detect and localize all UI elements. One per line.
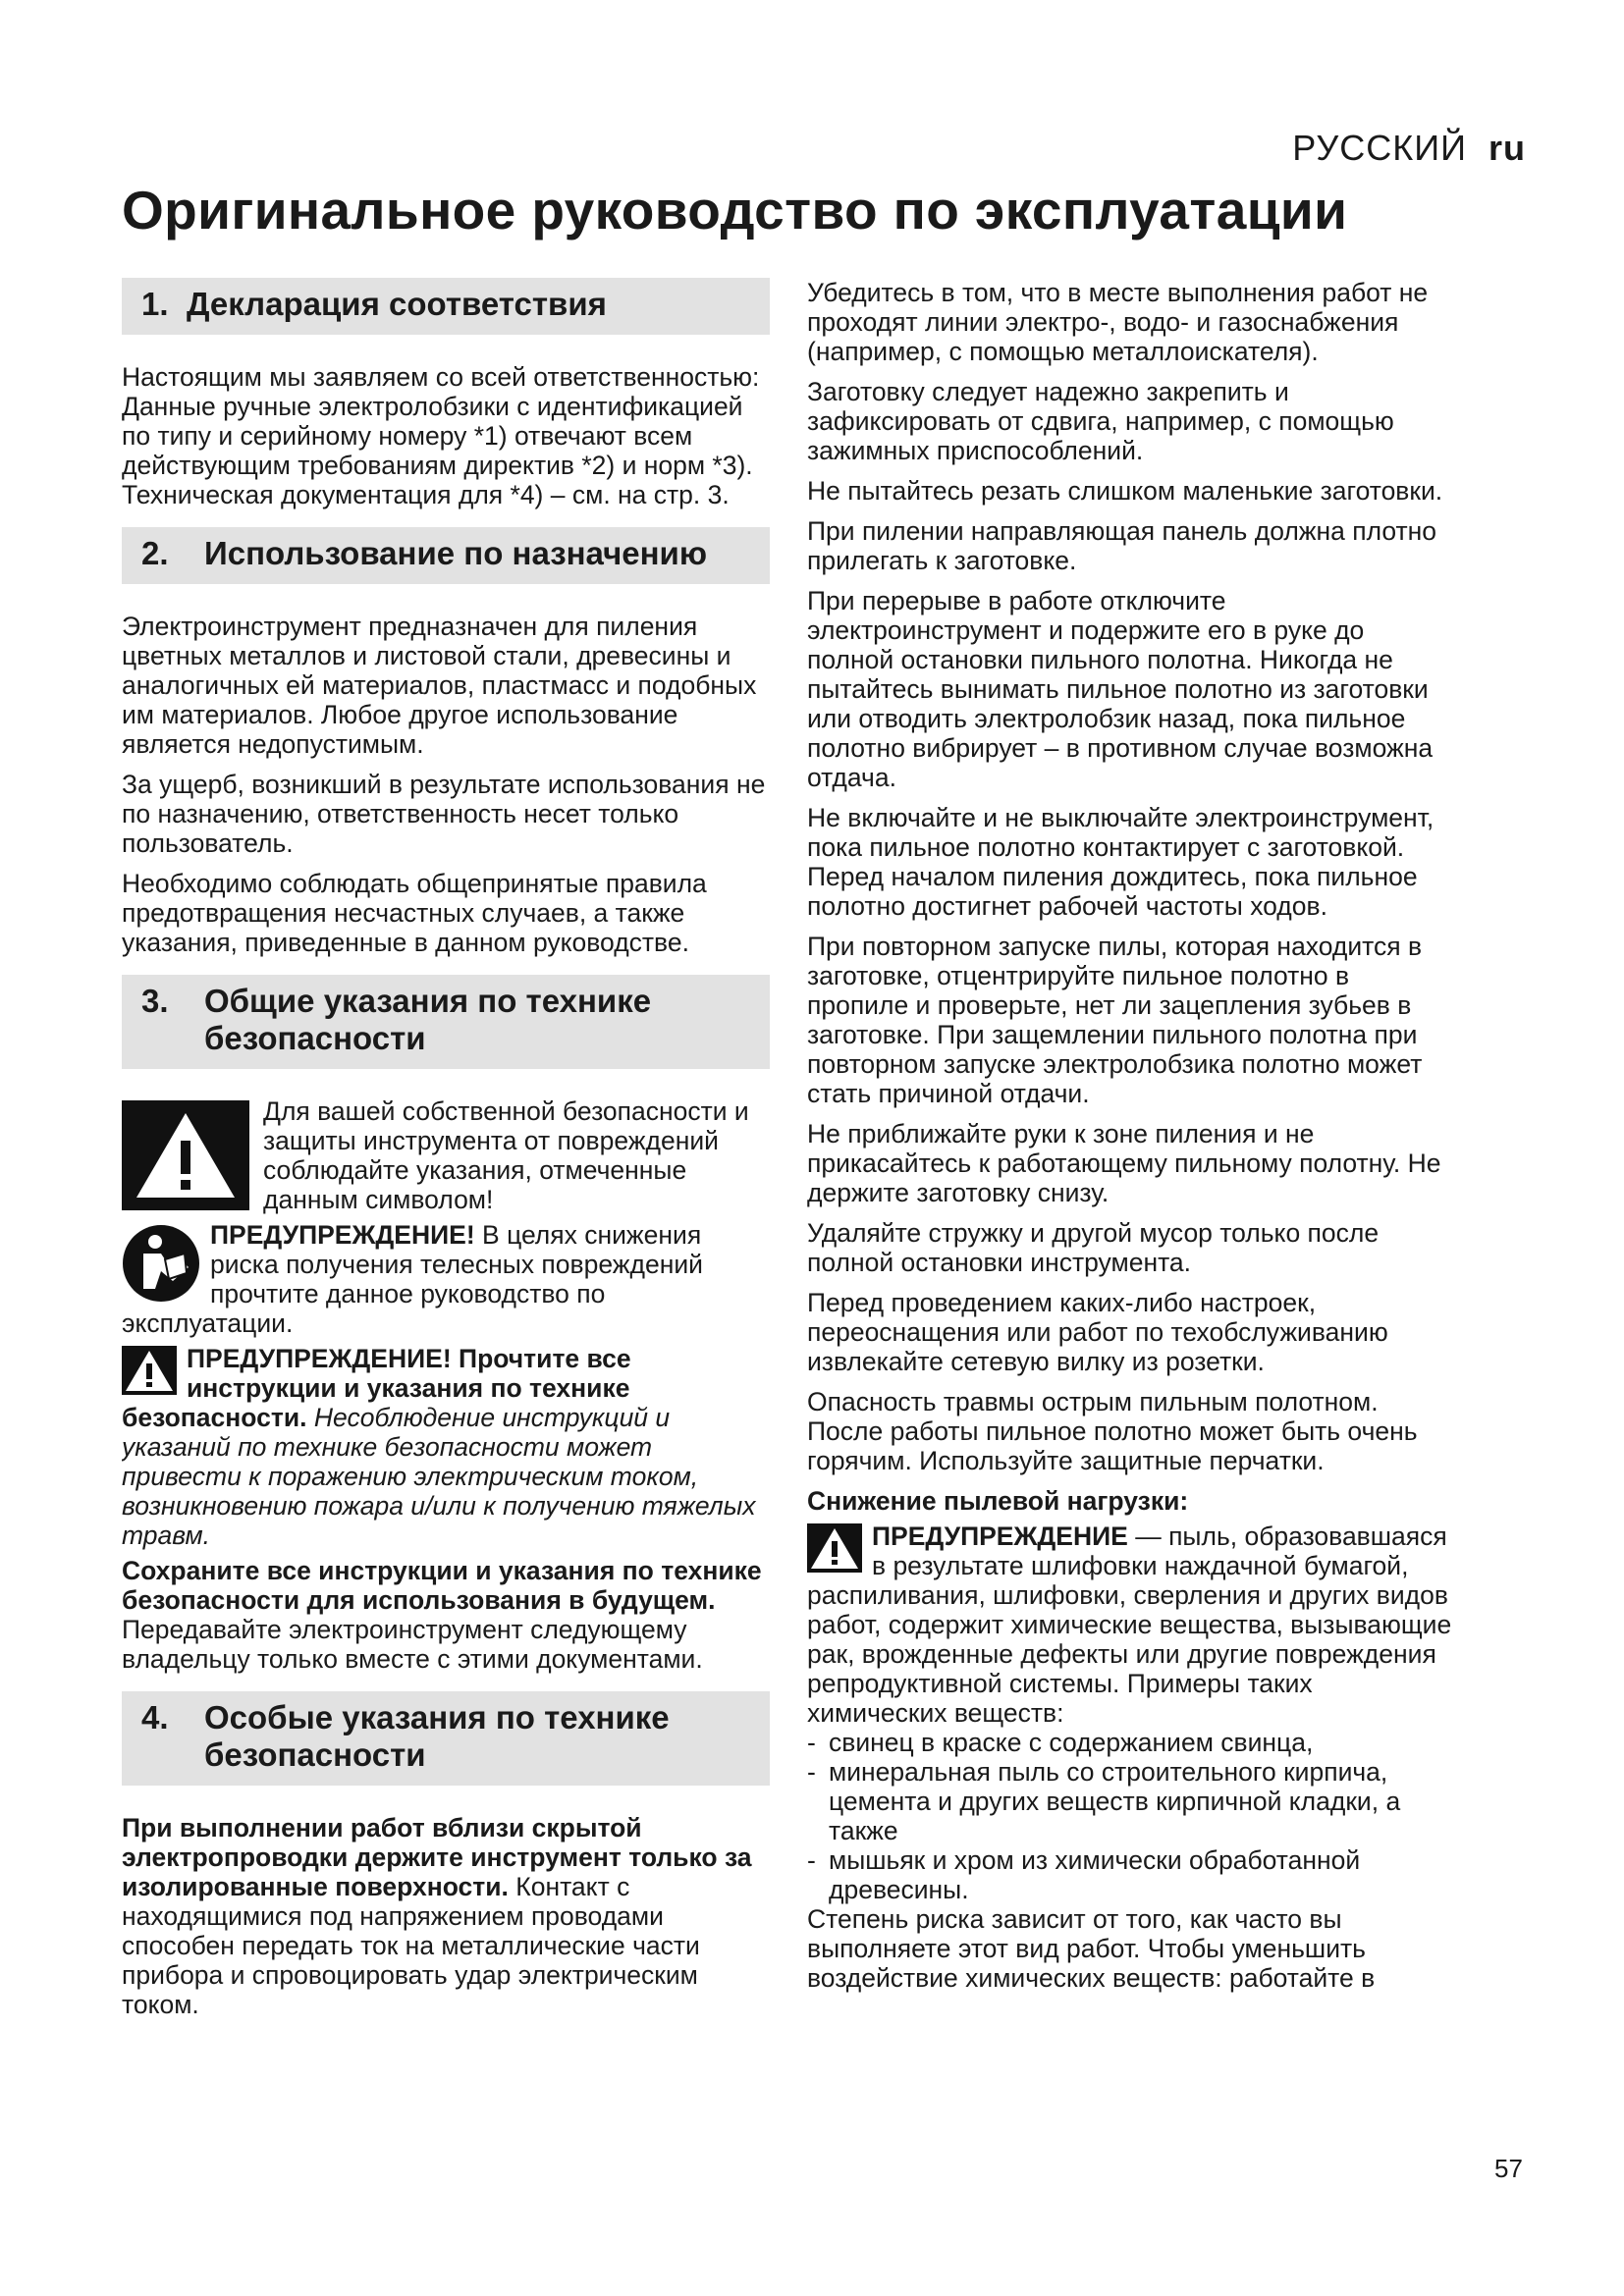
keep-instructions-heading: Сохраните все инструкции и указания по технике безопасности для использования в будущем. bbox=[122, 1556, 762, 1615]
warning-triangle-icon bbox=[807, 1523, 862, 1573]
dust-heading: Снижение пылевой нагрузки: bbox=[807, 1486, 1189, 1516]
safety-symbol-text: Для вашей собственной безопасности и защиты инструмента от повреждений соблюдайте указания, отмеченные данным символом! bbox=[263, 1096, 749, 1214]
section-1-number: 1. bbox=[141, 286, 169, 322]
section-2-title: Использование по назначению bbox=[204, 535, 707, 571]
list-item: - минеральная пыль со строительного кирпича, цемента и других веществ кирпичной кладки, а также bbox=[807, 1757, 1455, 1845]
right-column bbox=[807, 278, 1455, 2003]
hot-blade-text: Опасность травмы острым пильным полотном. После работы пильное полотно может быть очень горячим. Используйте защитные перчатки. bbox=[807, 1387, 1418, 1475]
pause-work-text: При перерыве в работе отключите электроинструмент и подержите его в руке до полной остановки пильного полотна. Никогда не пытайтесь вынимать пильное полотно из заготовки или отводить электролобзик назад, пока пильное полотно вибрирует – в противном случае возможна отдача. bbox=[807, 586, 1434, 792]
section-3-title: Общие указания по технике безопасности bbox=[204, 983, 652, 1056]
section-3-number: 3. bbox=[141, 983, 169, 1019]
intended-use-text: Электроинструмент предназначен для пиления цветных металлов и листовой стали, древесины и аналогичных ей материалов, пластмасс и подобных им материалов. Любое другое использование является недопустимым. bbox=[122, 612, 757, 759]
guide-plate-text: При пилении направляющая панель должна плотно прилегать к заготовке. bbox=[807, 516, 1437, 575]
hidden-wiring-warning bbox=[122, 1813, 770, 2019]
list-item: - свинец в краске с содержанием свинца, bbox=[807, 1728, 1455, 1757]
remove-chips-text: Удаляйте стружку и другой мусор только после полной остановки инструмента. bbox=[807, 1218, 1380, 1277]
declaration-text: Настоящим мы заявляем со всей ответственностью: Данные ручные электролобзики с идентификацией по типу и серийному номеру *1) отвечают всем действующим требованиям директив *2) и норм *3). Техническая документация для *4) – см. на стр. 3. bbox=[122, 362, 760, 509]
safety-symbol-note bbox=[122, 1096, 770, 1214]
warning-triangle-icon bbox=[122, 1100, 249, 1210]
read-manual-warning bbox=[122, 1220, 770, 1338]
warning-1-text: В целях снижения риска получения телесных повреждений прочтите данное руководство по эксплуатации. bbox=[122, 1220, 703, 1338]
dust-warning-label: ПРЕДУПРЕЖДЕНИЕ bbox=[872, 1522, 1128, 1551]
clamp-workpiece-text: Заготовку следует надежно закрепить и зафиксировать от сдвига, например, с помощью зажимных приспособлений. bbox=[807, 377, 1394, 465]
small-workpiece-text: Не пытайтесь резать слишком маленькие заготовки. bbox=[807, 476, 1443, 506]
language-code: ru bbox=[1489, 128, 1526, 168]
chemicals-list bbox=[807, 1728, 1455, 1904]
language-header bbox=[1292, 128, 1526, 169]
language-label: РУССКИЙ bbox=[1292, 128, 1467, 168]
dust-warning bbox=[807, 1522, 1455, 1728]
accident-prevention-text: Необходимо соблюдать общепринятые правила предотвращения несчастных случаев, а также указания, приведенные в данном руководстве. bbox=[122, 869, 707, 957]
warning-2-label: ПРЕДУПРЕЖДЕНИЕ! Прочтите все инструкции и указания по технике безопасности. bbox=[122, 1344, 631, 1432]
hidden-wiring-bold: При выполнении работ вблизи скрытой электропроводки держите инструмент только за изолированные поверхности. bbox=[122, 1813, 752, 1901]
warning-1-label: ПРЕДУПРЕЖДЕНИЕ! bbox=[210, 1220, 475, 1250]
warning-2-text: Несоблюдение инструкций и указаний по технике безопасности может привести к поражению электрическим током, возникновению пожара и/или к получению тяжелых травм. bbox=[122, 1403, 756, 1550]
list-item: - мышьяк и хром из химически обработанной древесины. bbox=[807, 1845, 1455, 1904]
warning-triangle-icon bbox=[122, 1346, 177, 1395]
switch-on-off-text: Не включайте и не выключайте электроинструмент, пока пильное полотно контактирует с заготовкой. Перед началом пиления дождитесь, пока пильное полотно достигнет рабочей частоты ходов. bbox=[807, 803, 1435, 921]
liability-text: За ущерб, возникший в результате использования не по назначению, ответственность несет только пользователь. bbox=[122, 770, 766, 858]
read-instructions-warning bbox=[122, 1344, 770, 1550]
document-title: Оригинальное руководство по эксплуатации bbox=[122, 180, 1348, 240]
risk-level-text: Степень риска зависит от того, как часто вы выполняете этот вид работ. Чтобы уменьшить воздействие химических веществ: работайте в bbox=[807, 1904, 1376, 1993]
section-4-heading bbox=[122, 1691, 770, 1786]
section-1-heading bbox=[122, 278, 770, 335]
dust-warning-text: — пыль, образовавшаяся в результате шлифовки наждачной бумагой, распиливания, шлифовки, сверления и других видов работ, содержит химические вещества, вызывающие рак, врожденные дефекты или другие повреждения репродуктивной системы. Примеры таких химических веществ: bbox=[807, 1522, 1452, 1728]
section-4-title: Особые указания по технике безопасности bbox=[204, 1699, 670, 1773]
section-4-number: 4. bbox=[141, 1699, 169, 1735]
unplug-text: Перед проведением каких-либо настроек, переоснащения или работ по техобслуживанию извлекайте сетевую вилку из розетки. bbox=[807, 1288, 1388, 1376]
read-manual-icon bbox=[122, 1224, 200, 1303]
section-2-heading bbox=[122, 527, 770, 584]
section-2-number: 2. bbox=[141, 535, 169, 571]
restart-saw-text: При повторном запуске пилы, которая находится в заготовке, отцентрируйте пильное полотно в пропиле и проверьте, нет ли зацепления зубьев в заготовке. При защемлении пильного полотна при повторном запуске электролобзика полотно может стать причиной отдачи. bbox=[807, 932, 1423, 1108]
keep-instructions-text: Передавайте электроинструмент следующему владельцу только вместе с этими документами. bbox=[122, 1615, 703, 1674]
hidden-wiring-text: Контакт с находящимися под напряжением проводами способен передать ток на металлические части прибора и спровоцировать удар электрическим током. bbox=[122, 1872, 700, 2019]
left-column bbox=[122, 278, 770, 2030]
hands-away-text: Не приближайте руки к зоне пиления и не прикасайтесь к работающему пильному полотну. Не держите заготовку снизу. bbox=[807, 1119, 1441, 1207]
section-3-heading bbox=[122, 975, 770, 1069]
utility-lines-text: Убедитесь в том, что в месте выполнения работ не проходят линии электро-, водо- и газоснабжения (например, с помощью металлоискателя). bbox=[807, 278, 1429, 366]
page-number: 57 bbox=[1494, 2154, 1523, 2183]
section-1-title: Декларация соответствия bbox=[187, 286, 607, 322]
